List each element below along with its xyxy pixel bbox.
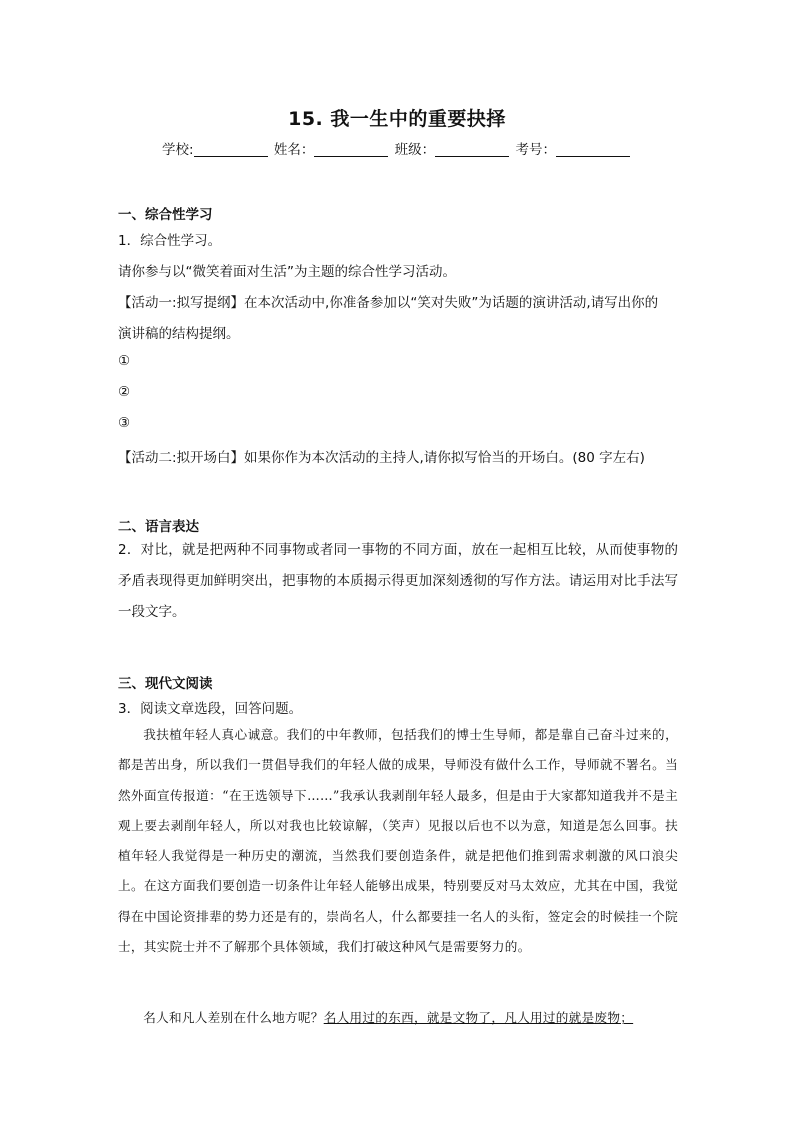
school-blank[interactable] (194, 142, 268, 157)
class-label: 班级： (394, 142, 436, 158)
question-1-label: 1．综合性学习。 (118, 233, 222, 249)
outline-item-1: ① (118, 353, 131, 369)
school-label: 学校: (162, 142, 194, 158)
name-blank[interactable] (314, 142, 388, 157)
activity-1-line-1: 【活动一:拟写提纲】在本次活动中,你准备参加以“笑对失败”为话题的演讲活动,请写出你的 (118, 295, 659, 311)
outline-item-3: ③ (118, 415, 131, 431)
name-label: 姓名： (273, 142, 315, 158)
reading-last-underlined: 名人用过的东西，就是文物了，凡人用过的就是废物； (323, 1010, 634, 1025)
activity-1-line-2: 演讲稿的结构提纲。 (118, 326, 240, 342)
outline-item-2: ② (118, 384, 131, 400)
section-heading-2: 二、语言表达 (118, 519, 199, 535)
class-blank[interactable] (435, 142, 509, 157)
activity-2-text: 【活动二:拟开场白】如果你作为本次活动的主持人,请你拟写恰当的开场白。(80 字左右) (118, 450, 645, 466)
reading-last-line (118, 1003, 678, 1033)
question-3-label: 3．阅读文章选段，回答问题。 (118, 701, 303, 717)
reading-passage: 我扶植年轻人真心诚意。我们的中年教师，包括我们的博士生导师，都是靠自己奋斗过来的，都是苦出身，所以我们一贯倡导我们的年轻人做的成果，导师没有做什么工作，导师就不署名。当然外面宣传报道：“在王选领导下……”我承认我剥削年轻人最多，但是由于大家都知道我并不是主观上要去剥削年轻人，所以对我也比较谅解，（笑声）见报以后也不以为意，知道是怎么回事。扶植年轻人我觉得是一种历史的潮流，当然我们要创造条件，就是把他们推到需求刺激的风口浪尖上。在这方面我们要创造一切条件让年轻人能够出成果，特别要反对马太效应，尤其在中国，我觉得在中国论资排辈的势力还是有的，崇尚名人，什么都要挂一名人的头衔，签定会的时候挂一个院士，其实院士并不了解那个具体领域，我们打破这种风气是需要努力的。 (118, 727, 678, 955)
section-heading-3: 三、现代文阅读 (118, 676, 213, 692)
section-heading-1: 一、综合性学习 (118, 207, 213, 223)
number-label: 考号： (515, 142, 556, 158)
student-info-line (0, 138, 794, 158)
reading-last-plain: 名人和凡人差别在什么地方呢？ (143, 1010, 324, 1025)
question-1-intro: 请你参与以“微笑着面对生活”为主题的综合性学习活动。 (118, 264, 456, 280)
question-2-text: 2．对比，就是把两种不同事物或者同一事物的不同方面，放在一起相互比较，从而使事物的矛盾表现得更加鲜明突出，把事物的本质揭示得更加深刻透彻的写作方法。请运用对比手法写一段文字。 (118, 542, 678, 620)
number-blank[interactable] (556, 142, 630, 157)
page-title: 15. 我一生中的重要抉择 (288, 108, 506, 130)
